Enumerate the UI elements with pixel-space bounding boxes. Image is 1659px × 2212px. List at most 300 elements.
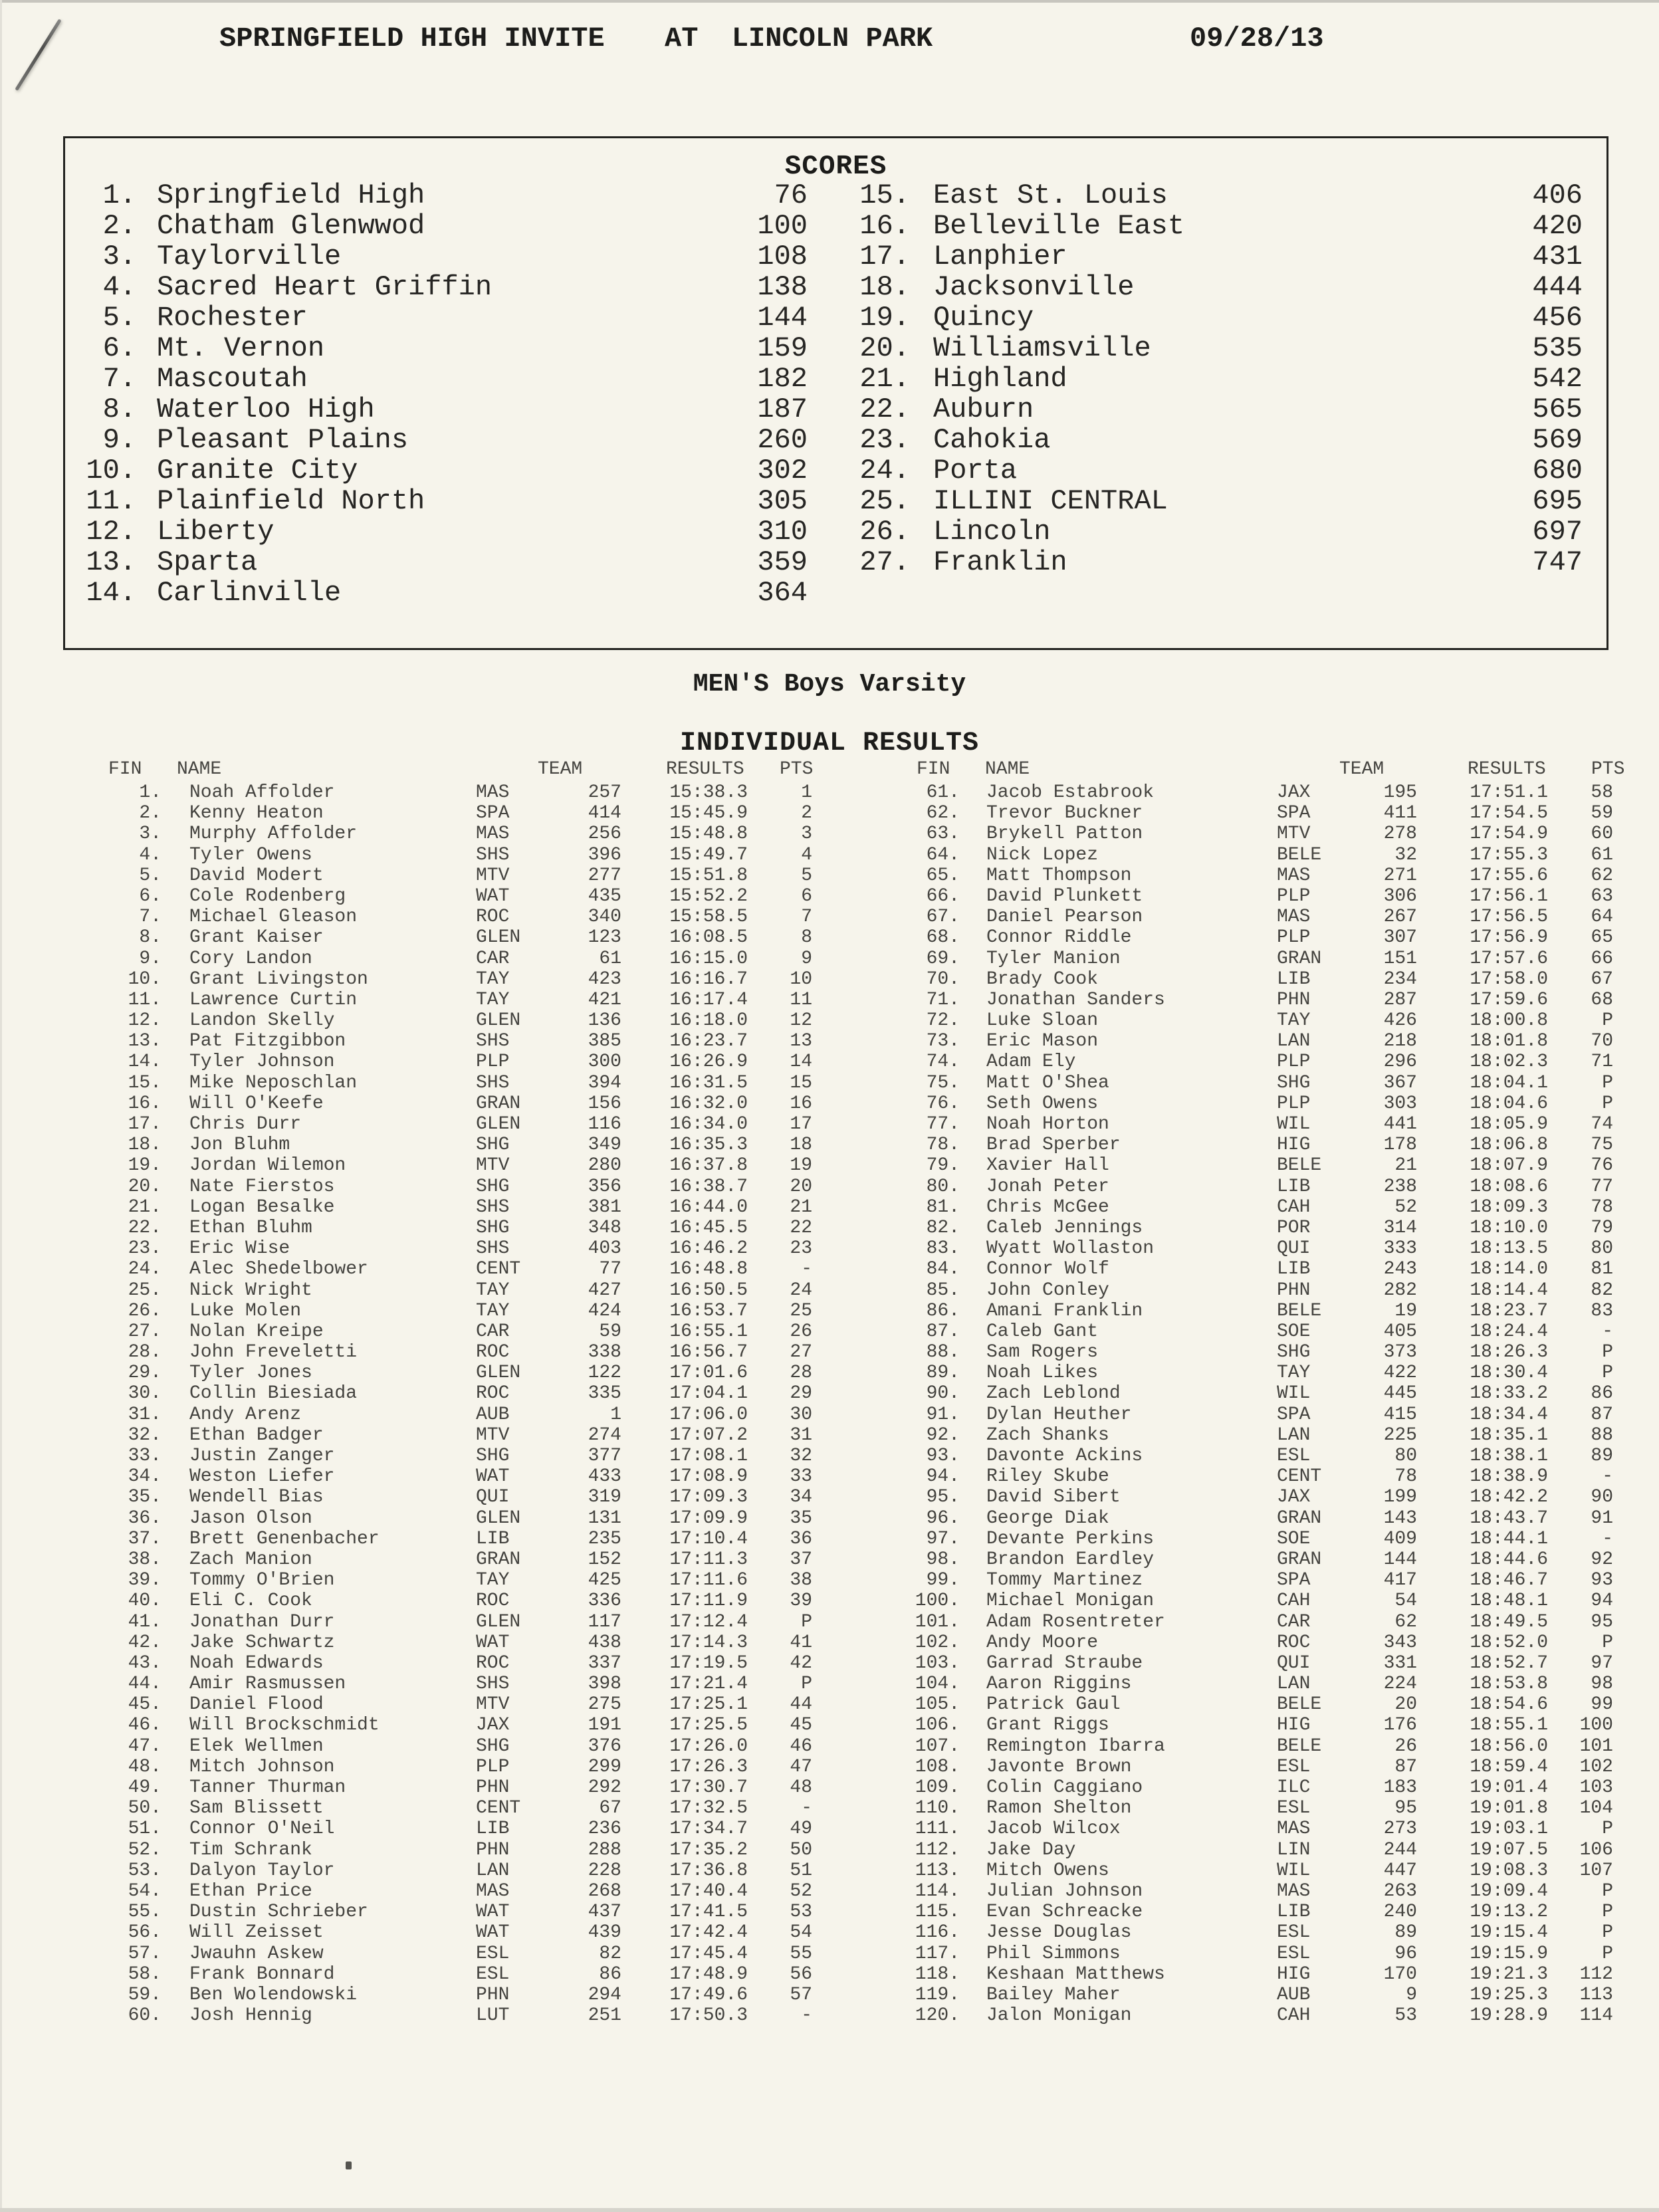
score-row [65, 364, 808, 394]
result-row [891, 1238, 1648, 1259]
result-row [66, 1549, 818, 1570]
runner-name: Will O'Keefe [189, 1093, 324, 1114]
runner-team: MTV [476, 865, 510, 886]
finish-place: 79. [926, 1155, 960, 1176]
runner-bib: 288 [588, 1839, 621, 1860]
runner-bib: 274 [588, 1424, 621, 1446]
runner-team: SOE [1277, 1321, 1311, 1342]
finish-place: 101. [915, 1611, 960, 1632]
runner-bib: 415 [1383, 1404, 1417, 1425]
runner-pts: 5 [801, 865, 812, 886]
runner-bib: 292 [588, 1777, 621, 1798]
runner-pts: 114 [1579, 2005, 1613, 2027]
runner-bib: 331 [1383, 1652, 1417, 1674]
runner-team: SHG [476, 1135, 510, 1156]
team-name: Belleville East [933, 210, 1185, 242]
runner-time: 19:15.4 [1470, 1922, 1548, 1943]
runner-name: Eric Mason [986, 1031, 1099, 1052]
runner-name: Grant Riggs [986, 1715, 1109, 1736]
runner-team: TAY [476, 968, 510, 990]
runner-time: 16:50.5 [669, 1279, 748, 1301]
runner-name: Tyler Jones [189, 1363, 312, 1384]
runner-pts: 74 [1591, 1114, 1613, 1135]
runner-pts: 55 [790, 1943, 812, 1964]
team-name: Quincy [933, 302, 1034, 334]
finish-place: 96. [926, 1507, 960, 1529]
result-row [66, 1860, 818, 1881]
runner-bib: 273 [1383, 1819, 1417, 1840]
result-row [66, 1715, 818, 1735]
result-row [66, 1840, 818, 1860]
runner-bib: 267 [1383, 907, 1417, 928]
runner-name: Andy Arenz [189, 1404, 302, 1425]
score-row [824, 241, 1583, 272]
runner-team: SHS [476, 1674, 510, 1695]
runner-pts: 45 [790, 1715, 812, 1736]
result-row [66, 907, 818, 927]
result-row [891, 1508, 1648, 1529]
result-row [891, 886, 1648, 907]
finish-place: 111. [915, 1819, 960, 1840]
runner-time: 18:05.9 [1470, 1114, 1548, 1135]
team-scores-right-column [824, 180, 1583, 578]
result-row [891, 948, 1648, 969]
runner-team: SHG [476, 1217, 510, 1238]
team-rank: 6. [102, 332, 136, 364]
runner-team: HIG [1277, 1715, 1311, 1736]
result-row [891, 969, 1648, 990]
runner-team: PLP [1277, 1051, 1311, 1073]
finish-place: 87. [926, 1321, 960, 1342]
runner-time: 16:26.9 [669, 1051, 748, 1073]
runner-pts: 53 [790, 1902, 812, 1923]
runner-name: David Plunkett [986, 885, 1143, 907]
runner-time: 17:56.9 [1470, 927, 1548, 948]
score-row [65, 547, 808, 578]
runner-pts: 93 [1591, 1570, 1613, 1591]
runner-time: 18:00.8 [1470, 1010, 1548, 1032]
finish-place: 60. [128, 2005, 162, 2027]
runner-time: 17:51.1 [1470, 782, 1548, 803]
result-row [891, 1653, 1648, 1674]
runner-pts: 17 [790, 1114, 812, 1135]
runner-team: TAY [476, 989, 510, 1010]
team-name: ILLINI CENTRAL [933, 485, 1168, 517]
scores-title: SCORES [784, 152, 887, 182]
result-row [66, 1757, 818, 1777]
finish-place: 35. [128, 1487, 162, 1508]
runner-name: Noah Edwards [189, 1652, 324, 1674]
team-score: 108 [757, 241, 808, 273]
score-row [824, 333, 1583, 364]
runner-pts: 34 [790, 1487, 812, 1508]
finish-place: 16. [128, 1093, 162, 1114]
runner-bib: 170 [1383, 1963, 1417, 1985]
runner-pts: 48 [790, 1777, 812, 1798]
runner-bib: 394 [588, 1072, 621, 1093]
runner-name: Tommy O'Brien [189, 1570, 335, 1591]
runner-name: David Modert [189, 865, 324, 886]
finish-place: 93. [926, 1446, 960, 1466]
runner-time: 18:38.1 [1470, 1446, 1548, 1466]
runner-time: 16:56.7 [669, 1342, 748, 1363]
runner-team: ESL [1277, 1756, 1311, 1777]
runner-bib: 32 [1394, 844, 1417, 865]
runner-name: David Sibert [986, 1487, 1121, 1508]
runner-name: Tim Schrank [189, 1839, 312, 1860]
runner-name: Nick Lopez [986, 844, 1099, 865]
result-row [66, 1985, 818, 2005]
runner-time: 17:11.9 [669, 1591, 748, 1612]
column-header-results-left: RESULTS [666, 759, 744, 780]
runner-team: LIB [476, 1819, 510, 1840]
runner-name: Jacob Estabrook [986, 782, 1155, 803]
runner-team: PHN [476, 1777, 510, 1798]
runner-time: 17:25.1 [669, 1694, 748, 1715]
runner-bib: 263 [1383, 1880, 1417, 1902]
finish-place: 54. [128, 1880, 162, 1902]
result-row [66, 803, 818, 824]
team-score: 359 [757, 546, 808, 578]
result-row [891, 1383, 1648, 1404]
result-row [66, 1943, 818, 1964]
runner-name: Pat Fitzgibbon [189, 1031, 346, 1052]
runner-name: Jesse Douglas [986, 1922, 1132, 1943]
runner-name: Zach Shanks [986, 1424, 1109, 1446]
finish-place: 22. [128, 1217, 162, 1238]
runner-pts: 103 [1579, 1777, 1613, 1798]
runner-name: Cole Rodenberg [189, 885, 346, 907]
meet-date: 09/28/13 [1190, 23, 1324, 55]
finish-place: 24. [128, 1259, 162, 1280]
runner-pts: 107 [1579, 1860, 1613, 1881]
team-name: Cahokia [933, 424, 1051, 456]
runner-time: 17:26.0 [669, 1735, 748, 1757]
runner-bib: 96 [1394, 1943, 1417, 1964]
runner-pts: 39 [790, 1591, 812, 1612]
finish-place: 90. [926, 1383, 960, 1404]
runner-team: TAY [476, 1300, 510, 1321]
scan-edge-left [0, 0, 2, 2212]
runner-bib: 426 [1383, 1010, 1417, 1032]
runner-team: JAX [1277, 782, 1311, 803]
runner-time: 17:57.6 [1470, 948, 1548, 969]
runner-team: GLEN [476, 927, 521, 948]
runner-team: SHS [476, 1031, 510, 1052]
result-row [66, 1819, 818, 1839]
team-score: 144 [757, 302, 808, 334]
runner-name: Jacob Wilcox [986, 1819, 1121, 1840]
score-row [65, 455, 808, 486]
finish-place: 65. [926, 865, 960, 886]
team-rank: 3. [102, 241, 136, 273]
runner-name: Jonah Peter [986, 1176, 1109, 1197]
runner-time: 18:35.1 [1470, 1424, 1548, 1446]
result-row [891, 1155, 1648, 1176]
runner-name: Michael Monigan [986, 1591, 1155, 1612]
team-name: Lanphier [933, 241, 1067, 273]
finish-place: 50. [128, 1798, 162, 1819]
runner-name: Grant Livingston [189, 968, 368, 990]
finish-place: 32. [128, 1424, 162, 1446]
runner-pts: 46 [790, 1735, 812, 1757]
runner-time: 18:55.1 [1470, 1715, 1548, 1736]
runner-time: 16:45.5 [669, 1217, 748, 1238]
runner-pts: 50 [790, 1839, 812, 1860]
runner-bib: 20 [1394, 1694, 1417, 1715]
runner-time: 15:48.8 [669, 824, 748, 845]
runner-bib: 236 [588, 1819, 621, 1840]
runner-name: Daniel Pearson [986, 907, 1143, 928]
scan-edge-bottom [0, 2208, 1659, 2212]
runner-name: Tommy Martinez [986, 1570, 1143, 1591]
runner-time: 16:31.5 [669, 1072, 748, 1093]
runner-team: GRAN [476, 1549, 521, 1570]
runner-name: Jalon Monigan [986, 2005, 1132, 2027]
runner-team: WAT [476, 1922, 510, 1943]
runner-pts: 8 [801, 927, 812, 948]
runner-team: ROC [476, 907, 510, 928]
runner-team: MAS [476, 1880, 510, 1902]
runner-pts: 82 [1591, 1279, 1613, 1301]
runner-pts: - [801, 1259, 812, 1280]
finish-place: 44. [128, 1674, 162, 1695]
finish-place: 57. [128, 1943, 162, 1964]
runner-team: PHN [476, 1984, 510, 2005]
finish-place: 2. [139, 803, 162, 824]
finish-place: 70. [926, 968, 960, 990]
team-name: Franklin [933, 546, 1067, 578]
runner-time: 18:14.0 [1470, 1259, 1548, 1280]
finish-place: 91. [926, 1404, 960, 1425]
runner-name: Dustin Schrieber [189, 1902, 368, 1923]
column-header-fin-left: FIN [108, 759, 142, 780]
runner-name: Connor Riddle [986, 927, 1132, 948]
runner-bib: 417 [1383, 1570, 1417, 1591]
runner-pts: 87 [1591, 1404, 1613, 1425]
result-row [66, 1881, 818, 1902]
runner-time: 18:10.0 [1470, 1217, 1548, 1238]
team-rank: 18. [859, 271, 910, 303]
finish-place: 25. [128, 1279, 162, 1301]
runner-team: LIB [1277, 968, 1311, 990]
finish-place: 78. [926, 1135, 960, 1156]
runner-pts: 32 [790, 1446, 812, 1466]
runner-bib: 282 [1383, 1279, 1417, 1301]
runner-name: Caleb Jennings [986, 1217, 1143, 1238]
team-score: 406 [1532, 179, 1583, 211]
runner-time: 18:01.8 [1470, 1031, 1548, 1052]
runner-time: 16:16.7 [669, 968, 748, 990]
runner-pts: 4 [801, 844, 812, 865]
runner-pts: 71 [1591, 1051, 1613, 1073]
runner-team: ROC [476, 1383, 510, 1404]
finish-place: 48. [128, 1756, 162, 1777]
runner-team: QUI [1277, 1238, 1311, 1260]
runner-bib: 240 [1383, 1902, 1417, 1923]
runner-team: SPA [476, 803, 510, 824]
runner-bib: 9 [1406, 1984, 1417, 2005]
runner-time: 17:01.6 [669, 1363, 748, 1384]
runner-bib: 52 [1394, 1196, 1417, 1218]
runner-pts: 89 [1591, 1446, 1613, 1466]
runner-team: PHN [1277, 1279, 1311, 1301]
runner-team: ILC [1277, 1777, 1311, 1798]
result-row [66, 1798, 818, 1819]
runner-team: LAN [1277, 1031, 1311, 1052]
runner-bib: 437 [588, 1902, 621, 1923]
runner-bib: 256 [588, 824, 621, 845]
runner-name: Connor Wolf [986, 1259, 1109, 1280]
team-score: 260 [757, 424, 808, 456]
runner-name: Collin Biesiada [189, 1383, 358, 1404]
runner-bib: 176 [1383, 1715, 1417, 1736]
runner-name: Noah Horton [986, 1114, 1109, 1135]
runner-team: WIL [1277, 1860, 1311, 1881]
result-row [891, 1860, 1648, 1881]
runner-bib: 67 [599, 1798, 621, 1819]
finish-place: 107. [915, 1735, 960, 1757]
runner-pts: 77 [1591, 1176, 1613, 1197]
runner-name: Colin Caggiano [986, 1777, 1143, 1798]
runner-name: Devante Perkins [986, 1528, 1155, 1549]
runner-team: GRAN [476, 1093, 521, 1114]
runner-name: Zach Manion [189, 1549, 312, 1570]
runner-team: SPA [1277, 1404, 1311, 1425]
runner-name: Zach Leblond [986, 1383, 1121, 1404]
team-rank: 11. [86, 485, 136, 517]
runner-name: Mitch Johnson [189, 1756, 335, 1777]
runner-time: 18:34.4 [1470, 1404, 1548, 1425]
runner-bib: 218 [1383, 1031, 1417, 1052]
runner-team: LIB [1277, 1259, 1311, 1280]
runner-pts: 67 [1591, 968, 1613, 990]
runner-pts: 11 [790, 989, 812, 1010]
runner-time: 17:45.4 [669, 1943, 748, 1964]
runner-team: SHG [476, 1446, 510, 1466]
team-score: 138 [757, 271, 808, 303]
column-header-name-right: NAME [985, 759, 1030, 780]
runner-time: 18:09.3 [1470, 1196, 1548, 1218]
runner-name: Bailey Maher [986, 1984, 1121, 2005]
runner-time: 18:07.9 [1470, 1155, 1548, 1176]
runner-bib: 271 [1383, 865, 1417, 886]
runner-team: MAS [1277, 865, 1311, 886]
runner-bib: 421 [588, 989, 621, 1010]
runner-pts: 86 [1591, 1383, 1613, 1404]
team-scores-box [63, 136, 1608, 650]
runner-time: 17:34.7 [669, 1819, 748, 1840]
runner-pts: 13 [790, 1031, 812, 1052]
runner-time: 18:02.3 [1470, 1051, 1548, 1073]
result-row [891, 1612, 1648, 1632]
team-name: Mt. Vernon [157, 332, 325, 364]
runner-team: JAX [476, 1715, 510, 1736]
runner-time: 16:18.0 [669, 1010, 748, 1032]
runner-name: Matt Thompson [986, 865, 1132, 886]
result-row [891, 1632, 1648, 1653]
team-rank: 19. [859, 302, 910, 334]
runner-bib: 314 [1383, 1217, 1417, 1238]
finish-place: 67. [926, 907, 960, 928]
column-header-team-right: TEAM [1339, 759, 1384, 780]
runner-pts: 31 [790, 1424, 812, 1446]
runner-pts: 38 [790, 1570, 812, 1591]
finish-place: 39. [128, 1570, 162, 1591]
runner-name: John Conley [986, 1279, 1109, 1301]
runner-time: 18:14.4 [1470, 1279, 1548, 1301]
result-row [66, 1487, 818, 1507]
team-name: Auburn [933, 393, 1034, 425]
runner-time: 19:09.4 [1470, 1880, 1548, 1902]
runner-bib: 82 [599, 1943, 621, 1964]
runner-pts: P [1602, 1943, 1613, 1964]
team-rank: 26. [859, 516, 910, 548]
runner-time: 19:01.8 [1470, 1798, 1548, 1819]
runner-bib: 438 [588, 1632, 621, 1653]
runner-bib: 61 [599, 948, 621, 969]
runner-team: QUI [1277, 1652, 1311, 1674]
score-row [65, 516, 808, 547]
team-name: East St. Louis [933, 179, 1168, 211]
finish-place: 104. [915, 1674, 960, 1695]
finish-place: 92. [926, 1424, 960, 1446]
score-row [824, 394, 1583, 425]
runner-time: 17:50.3 [669, 2005, 748, 2027]
result-row [891, 1736, 1648, 1757]
finish-place: 1. [139, 782, 162, 803]
runner-pts: 26 [790, 1321, 812, 1342]
runner-bib: 280 [588, 1155, 621, 1176]
runner-pts: 101 [1579, 1735, 1613, 1757]
finish-place: 103. [915, 1652, 960, 1674]
finish-place: 8. [139, 927, 162, 948]
result-row [891, 1363, 1648, 1383]
runner-name: Ethan Price [189, 1880, 312, 1902]
score-row [824, 211, 1583, 241]
finish-place: 15. [128, 1072, 162, 1093]
runner-pts: 57 [790, 1984, 812, 2005]
runner-team: BELE [1277, 844, 1322, 865]
result-row [66, 886, 818, 907]
runner-team: LAN [1277, 1424, 1311, 1446]
result-row [66, 1238, 818, 1259]
runner-name: Kenny Heaton [189, 803, 324, 824]
team-name: Lincoln [933, 516, 1051, 548]
result-row [891, 1031, 1648, 1051]
finish-place: 116. [915, 1922, 960, 1943]
runner-pts: 100 [1579, 1715, 1613, 1736]
runner-pts: 68 [1591, 989, 1613, 1010]
runner-time: 17:08.9 [669, 1466, 748, 1488]
score-row [824, 425, 1583, 455]
runner-time: 17:06.0 [669, 1404, 748, 1425]
runner-pts: 7 [801, 907, 812, 928]
runner-time: 18:06.8 [1470, 1135, 1548, 1156]
finish-place: 27. [128, 1321, 162, 1342]
team-name: Granite City [157, 455, 358, 487]
runner-team: ESL [476, 1963, 510, 1985]
runner-bib: 278 [1383, 824, 1417, 845]
runner-bib: 53 [1394, 2005, 1417, 2027]
result-row [66, 1259, 818, 1279]
scan-edge-top [0, 0, 1659, 3]
runner-bib: 123 [588, 927, 621, 948]
team-name: Williamsville [933, 332, 1151, 364]
runner-pts: 1 [801, 782, 812, 803]
runner-bib: 178 [1383, 1135, 1417, 1156]
result-row [891, 1777, 1648, 1798]
